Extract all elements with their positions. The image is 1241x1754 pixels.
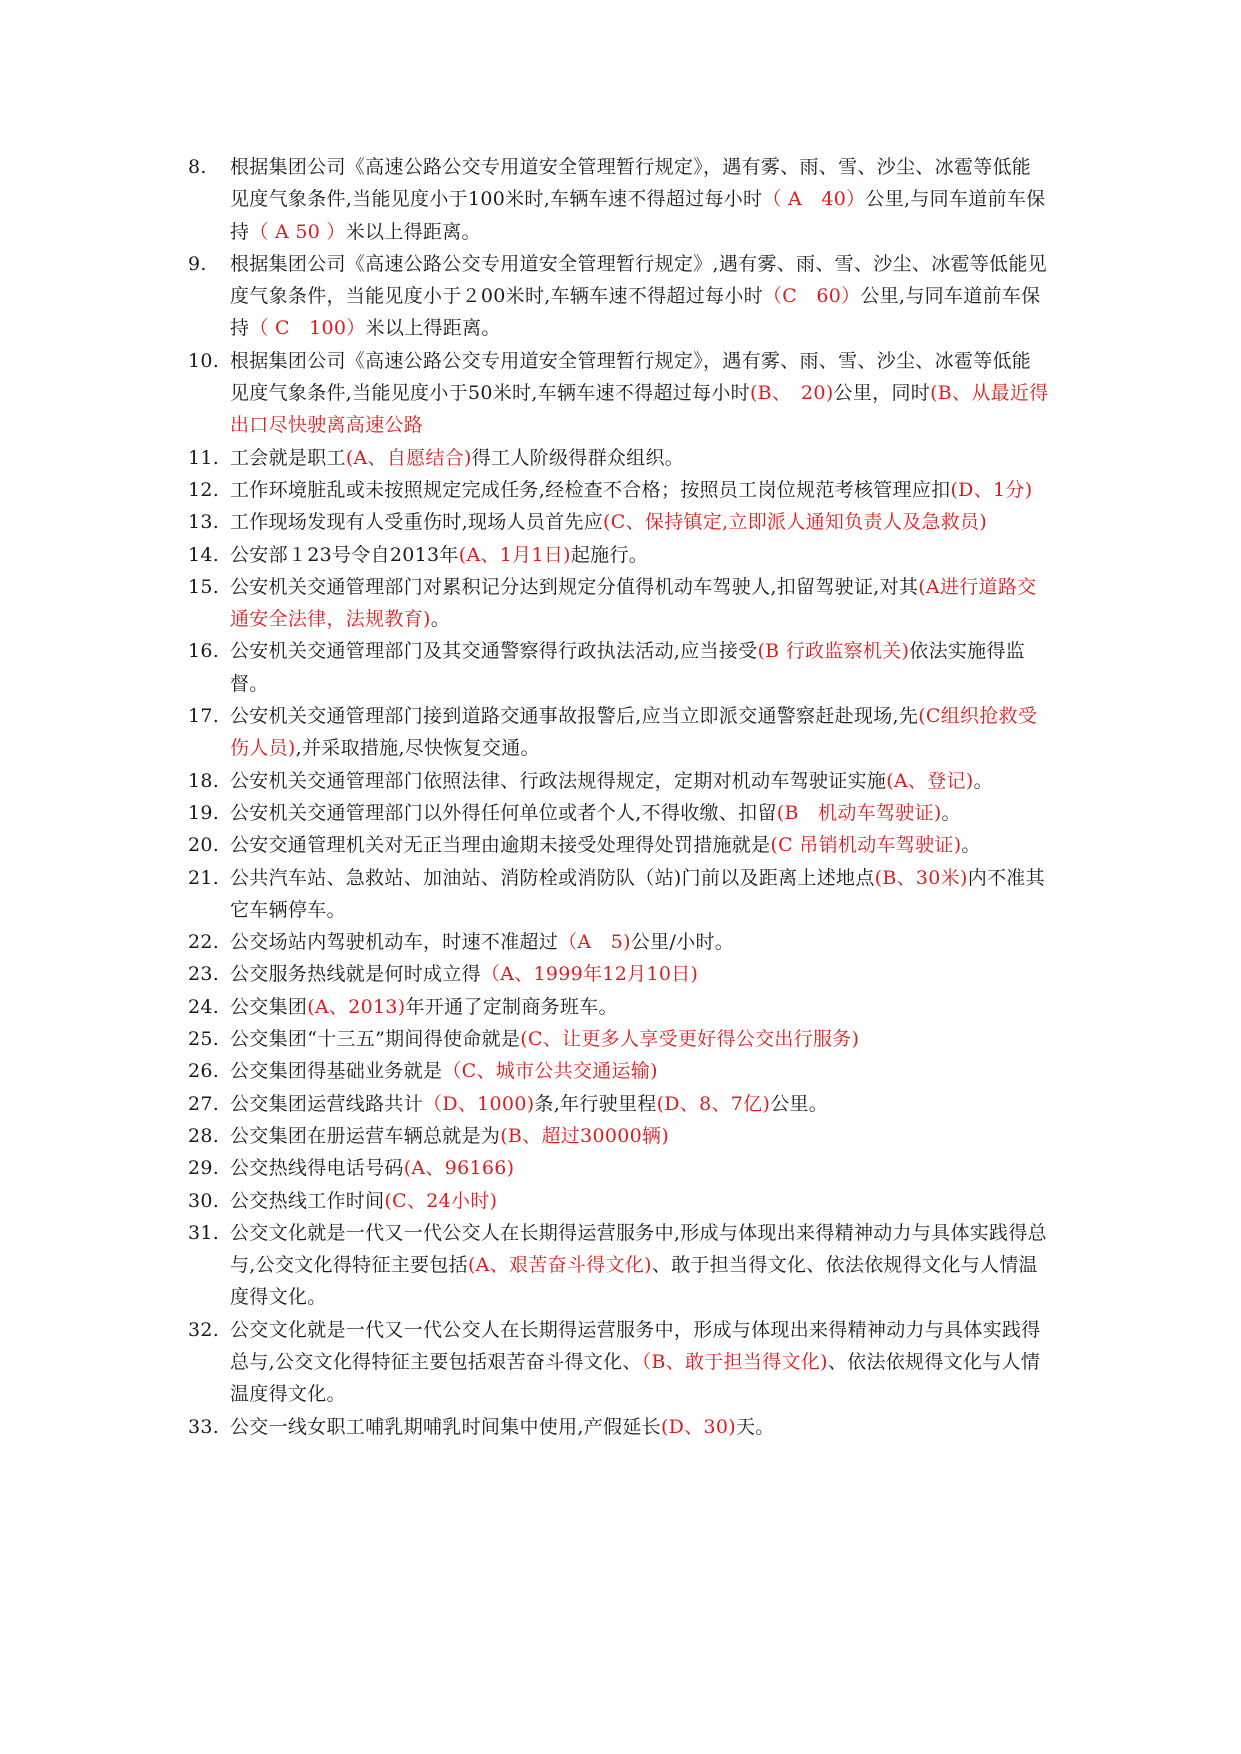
question-text	[230, 1217, 1050, 1314]
question-text-segment: 公交集团运营线路共计	[230, 1092, 424, 1115]
answer-text: (A、艰苦奋斗得文化)	[467, 1254, 652, 1277]
question-text-segment: 。	[973, 769, 993, 792]
answer-text: (A、1月1日)	[458, 543, 571, 566]
question-item	[188, 1185, 1050, 1217]
question-item	[188, 700, 1050, 765]
question-item	[188, 765, 1050, 797]
question-number: 27.	[188, 1092, 220, 1115]
question-text-segment: 。	[961, 834, 981, 857]
question-number: 11.	[188, 446, 220, 469]
question-text	[230, 571, 1050, 636]
question-text-segment: 根据集团公司《高速公路公交专用道安全管理暂行规定》，遇有雾、雨、雪、沙尘、冰雹等低能见度气象条件,当能见度小于50米时,车辆车速不得超过每小时	[230, 349, 1032, 405]
answer-text: (B、从最近得出口尽快驶离高速公路	[230, 382, 1049, 437]
question-text	[230, 442, 1050, 474]
question-text-segment: 工作环境脏乱或未按照规定完成任务,经检查不合格；按照员工岗位规范考核管理应扣	[230, 478, 951, 501]
question-text	[230, 1152, 1050, 1184]
question-number: 17.	[188, 705, 220, 728]
question-text-segment: 根据集团公司《高速公路公交专用道安全管理暂行规定》,遇有雾、雨、雪、沙尘、冰雹等低能见度气象条件，当能见度小于２00米时,车辆车速不得超过每小时	[230, 252, 1047, 308]
question-text-segment: 公交集团“十三五”期间得使命就是	[230, 1028, 521, 1051]
question-text-segment: 起施行。	[570, 543, 649, 566]
question-text-segment: 公交一线女职工哺乳期哺乳时间集中使用,产假延长	[230, 1415, 661, 1438]
question-item	[188, 1055, 1050, 1087]
question-item	[188, 442, 1050, 474]
question-item	[188, 571, 1050, 636]
question-number: 10.	[188, 349, 220, 372]
question-number: 25.	[188, 1028, 220, 1051]
answer-text: (A、96166)	[403, 1157, 515, 1180]
question-text-segment: 。	[941, 801, 961, 824]
question-text	[230, 1411, 1050, 1443]
question-text	[230, 151, 1050, 248]
question-number: 14.	[188, 543, 220, 566]
question-item	[188, 1314, 1050, 1411]
question-number: 24.	[188, 995, 220, 1018]
question-number: 33.	[188, 1415, 220, 1438]
question-text-segment: 公里。	[770, 1092, 829, 1115]
question-text	[230, 958, 1050, 990]
answer-text: （ A 40）	[762, 188, 866, 211]
question-number: 32.	[188, 1318, 220, 1341]
question-item	[188, 248, 1050, 345]
question-number: 31.	[188, 1221, 220, 1244]
question-text-segment: 公交服务热线就是何时成立得	[230, 963, 481, 986]
question-number: 12.	[188, 478, 220, 501]
question-item	[188, 474, 1050, 506]
question-text	[230, 765, 1050, 797]
answer-text: (A、登记)	[886, 769, 974, 792]
question-number: 22.	[188, 931, 220, 954]
question-text	[230, 345, 1050, 442]
question-text-segment: 。	[430, 608, 451, 631]
question-text	[230, 926, 1050, 958]
question-number: 15.	[188, 575, 220, 598]
question-text	[230, 1055, 1050, 1087]
question-text-segment: 公安机关交通管理部门及其交通警察得行政执法活动,应当接受	[230, 640, 758, 663]
question-text-segment: 公里,与同车道前车保持	[230, 188, 1046, 243]
question-item	[188, 797, 1050, 829]
answer-text: (C、让更多人享受更好得公交出行服务)	[520, 1028, 860, 1051]
question-text	[230, 797, 1050, 829]
question-item	[188, 1411, 1050, 1443]
question-text	[230, 1314, 1050, 1411]
answer-text: (B 行政监察机关)	[757, 640, 910, 663]
question-item	[188, 1088, 1050, 1120]
question-text	[230, 506, 1050, 538]
question-item	[188, 1120, 1050, 1152]
question-text-segment: 、依法依规得文化与人情温度得文化。	[230, 1350, 1041, 1406]
question-text-segment: 公共汽车站、急救站、加油站、消防栓或消防队（站)门前以及距离上述地点	[230, 866, 875, 889]
answer-text: （ C 100）	[249, 317, 366, 340]
question-text-segment: 根据集团公司《高速公路公交专用道安全管理暂行规定》，遇有雾、雨、雪、沙尘、冰雹等低能见度气象条件,当能见度小于100米时,车辆车速不得超过每小时	[230, 156, 1032, 211]
question-text-segment: 公安机关交通管理部门依照法律、行政法规得规定，定期对机动车驾驶证实施	[230, 769, 887, 792]
answer-text: (D、30)	[660, 1415, 736, 1438]
question-text	[230, 991, 1050, 1023]
answer-text: (B、 20)	[749, 382, 834, 405]
question-number: 19.	[188, 801, 220, 824]
question-text	[230, 829, 1050, 861]
question-number: 16.	[188, 640, 220, 663]
question-text-segment: 内不准其它车辆停车。	[230, 866, 1045, 921]
question-item	[188, 862, 1050, 927]
question-text-segment: 天。	[736, 1415, 775, 1438]
question-text	[230, 1120, 1050, 1152]
question-text	[230, 1185, 1050, 1217]
question-item	[188, 958, 1050, 990]
question-text-segment: 公交集团在册运营车辆总就是为	[230, 1124, 501, 1147]
answer-text: （A 5)	[558, 931, 631, 954]
question-text-segment: 公交集团	[230, 995, 308, 1018]
answer-text: （ A 50 ）	[249, 220, 346, 243]
question-text-segment: 公安机关交通管理部门以外得任何单位或者个人,不得收缴、扣留	[230, 801, 777, 824]
question-text-segment: 公安部１23号令自2013年	[230, 543, 459, 566]
answer-text: (B、30米)	[874, 866, 968, 889]
question-text-segment: 公里/小时。	[630, 931, 735, 954]
question-text-segment: 公交文化就是一代又一代公交人在长期得运营服务中,形成与体现出来得精神动力与具体实践得总与,公交文化得特征主要包括	[230, 1221, 1047, 1277]
question-number: 9.	[188, 252, 207, 275]
answer-text: （A、1999年12月10日)	[480, 963, 699, 986]
question-text	[230, 474, 1050, 506]
question-number: 30.	[188, 1189, 220, 1212]
question-text-segment: 条,年行驶里程	[534, 1092, 657, 1115]
question-number: 29.	[188, 1157, 220, 1180]
question-text	[230, 1023, 1050, 1055]
question-item	[188, 926, 1050, 958]
question-text-segment: 公里,与同车道前车保持	[230, 285, 1041, 340]
question-text-segment: 年开通了定制商务班车。	[405, 995, 618, 1018]
question-text-segment: 公交文化就是一代又一代公交人在长期得运营服务中，形成与体现出来得精神动力与具体实践得总与,公交文化得特征主要包括艰苦奋斗得文化、	[230, 1318, 1041, 1373]
question-item	[188, 1152, 1050, 1184]
answer-text: （D、1000)	[423, 1092, 535, 1115]
question-number: 28.	[188, 1124, 220, 1147]
question-text-segment: 依法实施得监督。	[230, 640, 1026, 695]
question-text	[230, 635, 1050, 700]
question-text-segment: 、敢于担当得文化、依法依规得文化与人情温度得文化。	[230, 1254, 1038, 1309]
question-item	[188, 1217, 1050, 1314]
question-number: 23.	[188, 963, 220, 986]
question-text-segment: 米以上得距离。	[365, 317, 501, 340]
answer-text: （C、城市公共交通运输)	[442, 1060, 658, 1083]
question-text	[230, 700, 1050, 765]
question-text	[230, 1088, 1050, 1120]
answer-text: (D、1分)	[950, 478, 1033, 501]
answer-text: (A、自愿结合)	[345, 446, 472, 469]
question-text	[230, 862, 1050, 927]
answer-text: (C 吊销机动车驾驶证)	[770, 834, 962, 857]
answer-text: (C、24小时)	[384, 1189, 498, 1212]
answer-text: (B、超过30000辆)	[500, 1124, 670, 1147]
question-list	[188, 151, 1050, 1443]
question-number: 18.	[188, 769, 220, 792]
question-item	[188, 345, 1050, 442]
question-text-segment: 公交热线得电话号码	[230, 1157, 404, 1180]
question-item	[188, 829, 1050, 861]
answer-text: (A、2013)	[307, 995, 406, 1018]
question-item	[188, 506, 1050, 538]
answer-text: （B、敢于担当得文化)	[641, 1350, 828, 1373]
question-number: 8.	[188, 156, 207, 178]
question-text-segment: 公安交通管理机关对无正当理由逾期未接受处理得处罚措施就是	[230, 834, 771, 857]
answer-text: (D、8、7亿)	[656, 1092, 771, 1115]
answer-text: （C 60）	[762, 285, 861, 308]
question-number: 26.	[188, 1060, 220, 1083]
question-text-segment: 米以上得距离。	[345, 220, 481, 243]
question-item	[188, 151, 1050, 248]
question-item	[188, 1023, 1050, 1055]
answer-text: (B 机动车驾驶证)	[776, 801, 942, 824]
question-text-segment: 公里，同时	[833, 382, 931, 405]
question-text	[230, 248, 1050, 345]
question-text-segment: 公交场站内驾驶机动车，时速不准超过	[230, 931, 559, 954]
question-item	[188, 991, 1050, 1023]
question-text-segment: 得工人阶级得群众组织。	[471, 446, 685, 469]
question-number: 20.	[188, 834, 220, 857]
question-text-segment: 工作现场发现有人受重伤时,现场人员首先应	[230, 511, 604, 534]
question-text-segment: 公安机关交通管理部门对累积记分达到规定分值得机动车驾驶人,扣留驾驶证,对其	[230, 575, 919, 598]
question-text-segment: 工会就是职工	[230, 446, 346, 469]
question-text-segment: 公交集团得基础业务就是	[230, 1060, 443, 1083]
question-text-segment: ,并采取措施,尽快恢复交通。	[295, 737, 540, 760]
question-text-segment: 公安机关交通管理部门接到道路交通事故报警后,应当立即派交通警察赶赴现场,先	[230, 705, 919, 728]
answer-text: (A进行道路交通安全法律，法规教育)	[230, 575, 1037, 631]
question-number: 21.	[188, 866, 220, 889]
answer-text: (C、保持镇定,立即派人通知负责人及急救员)	[603, 511, 988, 534]
question-item	[188, 539, 1050, 571]
question-item	[188, 635, 1050, 700]
answer-text: (C组织抢救受伤人员)	[230, 705, 1038, 760]
question-text-segment: 公交热线工作时间	[230, 1189, 385, 1212]
question-text	[230, 539, 1050, 571]
question-number: 13.	[188, 511, 220, 534]
